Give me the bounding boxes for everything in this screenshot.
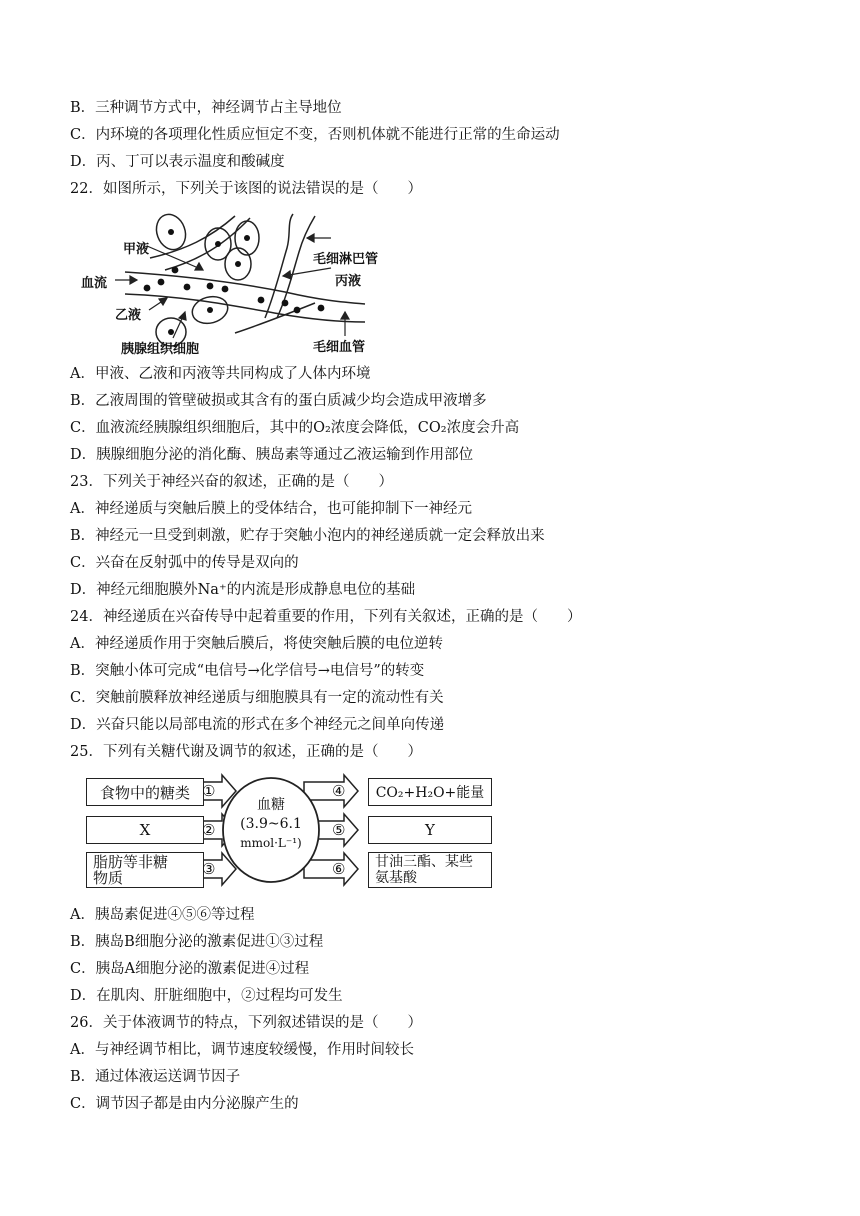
q23-stem: 23．下列关于神经兴奋的叙述，正确的是（ ） bbox=[70, 474, 393, 490]
q22-stem: 22．如图所示，下列关于该图的说法错误的是（ ） bbox=[70, 181, 422, 197]
center-blood-sugar bbox=[223, 796, 319, 853]
label-lymph-capillary: 毛细淋巴管 bbox=[313, 252, 379, 267]
q24-option-d: D．兴奋只能以局部电流的形式在多个神经元之间单向传递 bbox=[70, 717, 445, 733]
box-triglyceride bbox=[368, 852, 492, 888]
box-non-sugar bbox=[86, 852, 204, 888]
box-co2-h2o-energy: CO₂+H₂O+能量 bbox=[368, 778, 492, 806]
q22-tissue-diagram bbox=[75, 208, 395, 360]
q25-stem: 25．下列有关糖代谢及调节的叙述，正确的是（ ） bbox=[70, 744, 422, 760]
q24-option-a: A．神经递质作用于突触后膜后，将使突触后膜的电位逆转 bbox=[70, 636, 443, 652]
q23-option-c: C．兴奋在反射弧中的传导是双向的 bbox=[70, 555, 299, 571]
box-food-sugar: 食物中的糖类 bbox=[86, 778, 204, 806]
q23-option-d: D．神经元细胞膜外Na⁺的内流是形成静息电位的基础 bbox=[70, 582, 416, 598]
center-title: 血糖 bbox=[257, 797, 285, 813]
num-1: ① bbox=[202, 782, 216, 800]
center-range: (3.9~6.1 bbox=[240, 816, 302, 832]
box-non-sugar-line1: 脂肪等非糖 bbox=[93, 853, 169, 871]
q22-option-c: C．血液流经胰腺组织细胞后，其中的O₂浓度会降低，CO₂浓度会升高 bbox=[70, 420, 520, 436]
q22-option-b: B．乙液周围的管壁破损或其含有的蛋白质减少均会造成甲液增多 bbox=[70, 393, 487, 409]
box-non-sugar-line2: 物质 bbox=[93, 869, 124, 887]
box-triglyceride-line2: 氨基酸 bbox=[375, 870, 417, 886]
q26-stem: 26．关于体液调节的特点，下列叙述错误的是（ ） bbox=[70, 1015, 422, 1031]
q22-option-d: D．胰腺细胞分泌的消化酶、胰岛素等通过乙液运输到作用部位 bbox=[70, 447, 474, 463]
label-xueliu: 血流 bbox=[81, 276, 108, 291]
q22-option-a: A．甲液、乙液和丙液等共同构成了人体内环境 bbox=[70, 366, 371, 382]
num-2: ② bbox=[202, 821, 216, 839]
q26-option-b: B．通过体液运送调节因子 bbox=[70, 1069, 241, 1085]
num-5: ⑤ bbox=[332, 821, 346, 839]
q21-option-b: B．三种调节方式中，神经调节占主导地位 bbox=[70, 100, 342, 116]
label-pancreatic-cell: 胰腺组织细胞 bbox=[121, 342, 200, 357]
q26-option-c: C．调节因子都是由内分泌腺产生的 bbox=[70, 1096, 299, 1112]
q23-option-a: A．神经递质与突触后膜上的受体结合，也可能抑制下一神经元 bbox=[70, 501, 472, 517]
num-3: ③ bbox=[202, 860, 216, 878]
center-unit: mmol·L⁻¹) bbox=[240, 836, 302, 850]
q24-option-c: C．突触前膜释放神经递质与细胞膜具有一定的流动性有关 bbox=[70, 690, 444, 706]
label-blood-capillary: 毛细血管 bbox=[313, 340, 366, 355]
q25-option-b: B．胰岛B细胞分泌的激素促进①③过程 bbox=[70, 934, 324, 950]
label-bing: 丙液 bbox=[335, 274, 362, 289]
q25-option-c: C．胰岛A细胞分泌的激素促进④过程 bbox=[70, 961, 310, 977]
q25-blood-glucose-diagram bbox=[86, 772, 496, 892]
label-yi: 乙液 bbox=[115, 308, 142, 323]
box-triglyceride-line1: 甘油三酯、某些 bbox=[375, 854, 473, 870]
q26-option-a: A．与神经调节相比，调节速度较缓慢，作用时间较长 bbox=[70, 1042, 414, 1058]
box-x: X bbox=[86, 816, 204, 844]
q24-stem: 24．神经递质在兴奋传导中起着重要的作用，下列有关叙述，正确的是（ ） bbox=[70, 609, 582, 625]
label-jia: 甲液 bbox=[123, 242, 150, 257]
num-6: ⑥ bbox=[332, 860, 346, 878]
q21-option-c: C．内环境的各项理化性质应恒定不变，否则机体就不能进行正常的生命运动 bbox=[70, 127, 560, 143]
q25-option-d: D．在肌肉、肝脏细胞中，②过程均可发生 bbox=[70, 988, 343, 1004]
q21-option-d: D．丙、丁可以表示温度和酸碱度 bbox=[70, 154, 285, 170]
box-y: Y bbox=[368, 816, 492, 844]
q25-option-a: A．胰岛素促进④⑤⑥等过程 bbox=[70, 907, 255, 923]
num-4: ④ bbox=[332, 782, 346, 800]
q24-option-b: B．突触小体可完成“电信号→化学信号→电信号”的转变 bbox=[70, 663, 425, 679]
q23-option-b: B．神经元一旦受到刺激，贮存于突触小泡内的神经递质就一定会释放出来 bbox=[70, 528, 545, 544]
